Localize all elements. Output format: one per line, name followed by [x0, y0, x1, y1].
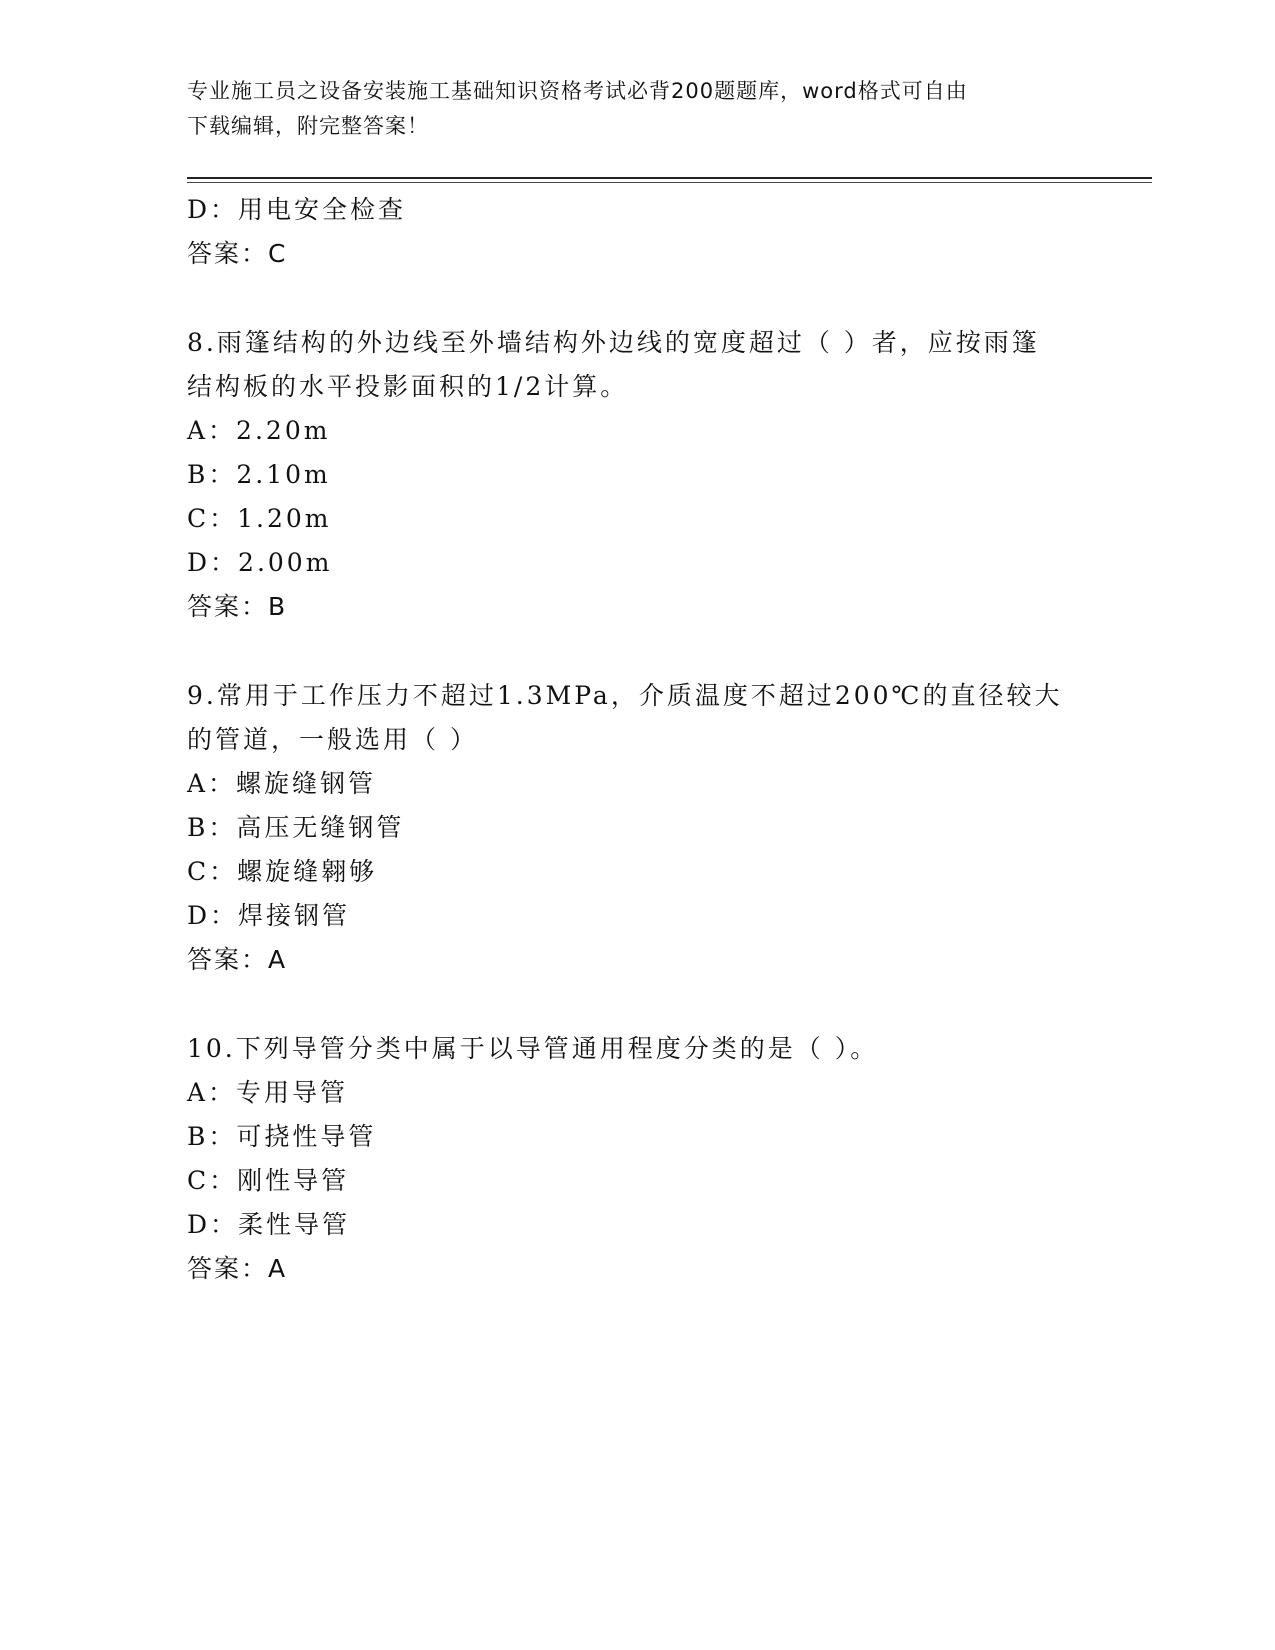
q9-stem-line-2: 的管道，一般选用（ ）	[187, 725, 478, 754]
q10-option-c: C：刚性导管	[187, 1166, 350, 1195]
q9-option-d: D：焊接钢管	[187, 901, 351, 930]
q8-option-d: D：2.00m	[187, 548, 333, 577]
q8-stem-line-2: 结构板的水平投影面积的1/2计算。	[187, 372, 629, 401]
document-header	[187, 74, 1067, 144]
header-title-line-1: 专业施工员之设备安装施工基础知识资格考试必背200题题库，word格式可自由	[187, 79, 968, 103]
header-title-line-2: 下载编辑，附完整答案！	[187, 114, 429, 138]
q10-option-a: A：专用导管	[187, 1078, 349, 1107]
q7-answer: 答案：C	[187, 239, 288, 268]
q10-option-b: B：可挠性导管	[187, 1122, 377, 1151]
q8-option-b: B：2.10m	[187, 460, 331, 489]
q8-stem-line-1: 8.雨篷结构的外边线至外墙结构外边线的宽度超过（ ）者，应按雨篷	[187, 328, 1040, 357]
q8-option-a: A：2.20m	[187, 416, 331, 445]
q9-option-a: A：螺旋缝钢管	[187, 769, 377, 798]
q9-option-c: C：螺旋缝翱够	[187, 857, 378, 886]
q9-answer: 答案：A	[187, 945, 288, 974]
q7-option-d: D：用电安全检查	[187, 195, 407, 224]
q8-option-c: C：1.20m	[187, 504, 332, 533]
header-divider-thick	[187, 177, 1152, 179]
q10-option-d: D：柔性导管	[187, 1210, 351, 1239]
q10-stem-line-1: 10.下列导管分类中属于以导管通用程度分类的是（ ）。	[187, 1034, 879, 1063]
q10-answer: 答案：A	[187, 1254, 288, 1283]
q8-answer: 答案：B	[187, 592, 288, 621]
header-divider-thin	[187, 182, 1152, 183]
q9-stem-line-1: 9.常用于工作压力不超过1.3MPa，介质温度不超过200℃的直径较大	[187, 681, 1063, 710]
q9-option-b: B：高压无缝钢管	[187, 813, 405, 842]
